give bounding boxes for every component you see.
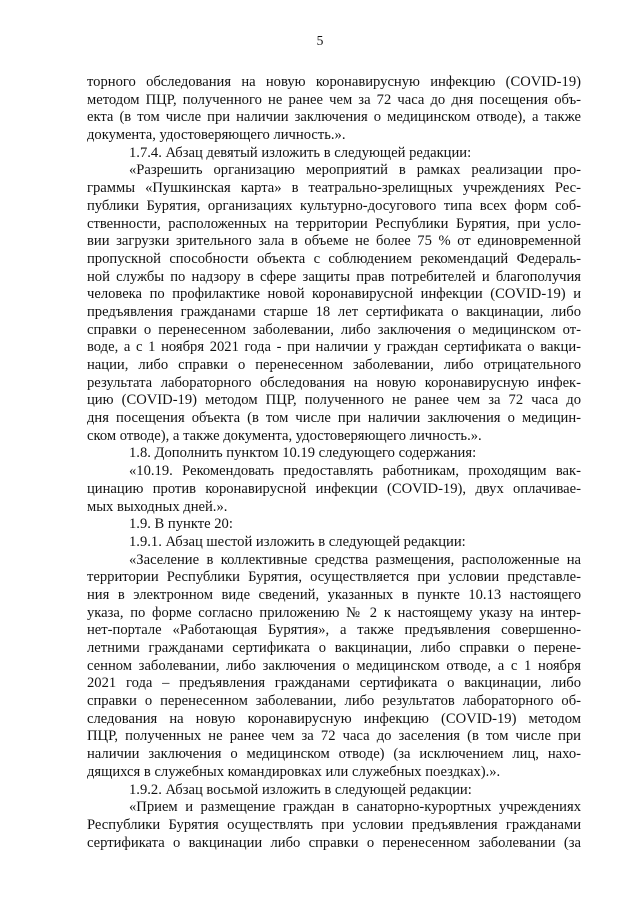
text-line: указа, по форме согласно приложению № 2 к настоящему указу на интер- (87, 604, 581, 621)
text-line: цию (COVID-19) методом ПЦР, полученного не ранее чем за 72 часа до (87, 392, 581, 409)
text-line: «Заселение в коллективные средства размещения, расположенные на (129, 551, 581, 568)
text-line: екта (в том числе при наличии заключения о медицинском отводе), а также (87, 109, 581, 126)
text-line: справки о перенесенном заболевании, либо результатов лабораторного об- (87, 693, 581, 710)
text-line: предъявления гражданами старше 18 лет сертификата о вакцинации, либо (87, 303, 581, 320)
page-number: 5 (316, 33, 324, 48)
text-line: нет-портале «Работающая Бурятия», а также предъявления совершенно- (87, 622, 581, 639)
text-line: результата лабораторного обследования на новую коронавирусную инфек- (87, 374, 581, 391)
text-line: справки о перенесенном заболевании, либо заключения о медицинском от- (87, 321, 581, 338)
text-line: «Прием и размещение граждан в санаторно-курортных учреждениях (129, 799, 581, 816)
text-line: «Разрешить организацию мероприятий в рамках реализации про- (129, 162, 581, 179)
text-line: сертификата о вакцинации либо справки о перенесенном заболевании (за (87, 834, 581, 851)
text-line: 1.9.1. Абзац шестой изложить в следующей редакции: (129, 533, 466, 550)
text-line: документа, удостоверяющего личность.». (87, 127, 346, 144)
text-line: ственности, расположенных на территории Республики Бурятия, при усло- (87, 215, 581, 232)
text-line: дня посещения объекта (в том числе при наличии заключения о медицин- (87, 410, 581, 427)
text-line: ной службы по надзору в сфере защиты прав потребителей и благополучия (87, 268, 581, 285)
text-line: наличии заключения о медицинском отводе) (за исключением лиц, нахо- (87, 746, 581, 763)
text-line: 1.9. В пункте 20: (129, 516, 233, 533)
text-line: территории Республики Бурятия, осуществляется при условии представле- (87, 569, 581, 586)
text-line: вии загрузки зрительного зала в объеме не более 75 % от единовременной (87, 233, 581, 250)
text-line: 2021 года – предъявления гражданами сертификата о вакцинации, либо (87, 675, 581, 692)
text-line: ПЦР, полученных не ранее чем за 72 часа до заселения (в том числе при (87, 728, 581, 745)
text-line: методом ПЦР, полученного не ранее чем за 72 часа до дня посещения объ- (87, 91, 581, 108)
text-line: граммы «Пушкинская карта» в театрально-зрелищных учреждениях Рес- (87, 180, 581, 197)
text-line: сенном заболевании, либо заключения о медицинском отводе, а с 1 ноября (87, 657, 581, 674)
text-line: торного обследования на новую коронавирусную инфекцию (COVID-19) (87, 74, 581, 90)
text-line: пропускной способности объекта с соблюдением рекомендаций Федераль- (87, 250, 581, 267)
document-body (87, 74, 581, 852)
text-line: Республики Бурятия осуществлять при условии предъявления гражданами (87, 816, 581, 833)
text-line: человека по профилактике новой коронавирусной инфекции (COVID-19) и (87, 286, 581, 303)
text-line: нации, либо справки о перенесенном заболевании, либо отрицательного (87, 357, 581, 373)
text-line: дящихся в служебных командировках или служебных поездках).». (87, 763, 501, 780)
text-line: следования на новую коронавирусную инфекцию (COVID-19) методом (87, 710, 581, 727)
text-line: цинацию против коронавирусной инфекции (COVID-19), двух оплачивае- (87, 480, 581, 497)
text-line: 1.8. Дополнить пунктом 10.19 следующего содержания: (129, 445, 477, 462)
text-line: мых выходных дней.». (87, 498, 228, 515)
text-line: воде, а с 1 ноября 2021 года - при наличии у граждан сертификата о вакци- (87, 339, 581, 356)
text-line: ния в электронном виде сведений, указанных в пункте 10.13 настоящего (87, 586, 581, 603)
text-line: «10.19. Рекомендовать предоставлять работникам, проходящим вак- (129, 463, 581, 480)
text-line: 1.9.2. Абзац восьмой изложить в следующей редакции: (129, 781, 472, 798)
text-line: летними гражданами сертификата о вакцинации, либо справки о перене- (87, 640, 581, 656)
text-line: публики Бурятия, организациях культурно-досугового типа всех форм соб- (87, 197, 581, 214)
text-line: ском отводе), а также документа, удостоверяющего личность.». (87, 427, 482, 444)
text-line: 1.7.4. Абзац девятый изложить в следующей редакции: (129, 144, 472, 161)
